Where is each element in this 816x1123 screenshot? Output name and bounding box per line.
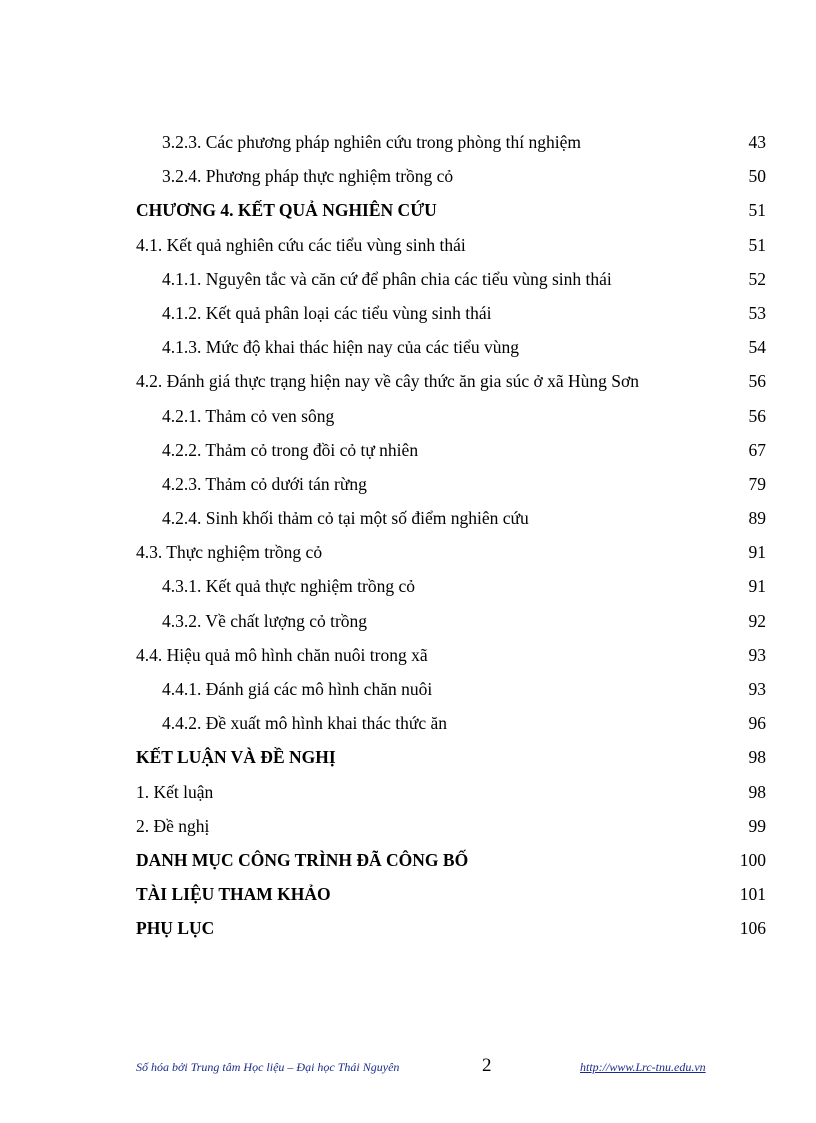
toc-entry-label: 2. Đề nghị <box>136 815 210 836</box>
toc-entry-4-2-3[interactable] <box>0 467 816 501</box>
toc-entry-label: 4.1.1. Nguyên tắc và căn cứ để phân chia các tiểu vùng sinh thái <box>162 268 612 289</box>
toc-entry-3-2-4[interactable] <box>0 159 816 193</box>
toc-entry-chapter-4[interactable] <box>0 193 816 227</box>
toc-entry-page: 56 <box>748 371 766 392</box>
toc-entry-page: 106 <box>739 918 766 939</box>
toc-entry-4-2[interactable] <box>0 364 816 398</box>
toc-entry-page: 96 <box>748 713 766 734</box>
toc-entry-label: PHỤ LỤC <box>136 918 215 939</box>
toc-entry-page: 93 <box>748 644 766 665</box>
table-of-contents <box>0 125 816 946</box>
toc-entry-label: 4.3. Thực nghiệm trồng cỏ <box>136 542 323 563</box>
toc-entry-page: 67 <box>748 439 766 460</box>
toc-entry-page: 101 <box>739 884 766 905</box>
toc-entry-4-2-1[interactable] <box>0 399 816 433</box>
toc-entry-publications[interactable] <box>0 843 816 877</box>
toc-entry-page: 89 <box>748 508 766 529</box>
toc-entry-page: 92 <box>748 610 766 631</box>
toc-entry-4-1-2[interactable] <box>0 296 816 330</box>
toc-entry-4-3-2[interactable] <box>0 604 816 638</box>
toc-entry-page: 93 <box>748 679 766 699</box>
toc-entry-label: 3.2.4. Phương pháp thực nghiệm trồng cỏ <box>162 166 454 187</box>
toc-entry-label: 4.2.2. Thảm cỏ trong đồi cỏ tự nhiên <box>162 439 419 460</box>
toc-entry-label: 4.4.2. Đề xuất mô hình khai thác thức ăn <box>162 713 448 734</box>
toc-entry-page: 91 <box>748 542 766 563</box>
toc-entry-page: 91 <box>748 576 766 597</box>
toc-entry-label: 4.4. Hiệu quả mô hình chăn nuôi trong xã <box>136 644 428 665</box>
toc-entry-page: 79 <box>748 473 766 494</box>
toc-entry-page: 54 <box>748 337 766 358</box>
toc-entry-4-3[interactable] <box>0 535 816 569</box>
toc-entry-3-2-3[interactable] <box>0 125 816 159</box>
toc-entry-4-1-1[interactable] <box>0 262 816 296</box>
toc-entry-conclusion-2[interactable] <box>0 809 816 843</box>
toc-entry-label: 4.1.3. Mức độ khai thác hiện nay của các tiểu vùng <box>162 337 519 358</box>
toc-entry-label: TÀI LIỆU THAM KHẢO <box>136 884 331 905</box>
toc-entry-label: 4.2.4. Sinh khối thảm cỏ tại một số điểm nghiên cứu <box>162 508 529 529</box>
toc-entry-label: DANH MỤC CÔNG TRÌNH ĐÃ CÔNG BỐ <box>136 849 469 870</box>
toc-entry-4-3-1[interactable] <box>0 569 816 603</box>
toc-entry-references[interactable] <box>0 877 816 911</box>
toc-entry-page: 99 <box>748 815 766 836</box>
toc-entry-conclusion[interactable] <box>0 740 816 774</box>
toc-entry-label: CHƯƠNG 4. KẾT QUẢ NGHIÊN CỨU <box>136 200 437 221</box>
toc-entry-page: 98 <box>748 781 766 802</box>
toc-entry-label: 1. Kết luận <box>136 781 214 802</box>
footer-credit: Số hóa bởi Trung tâm Học liệu – Đại học Thái Nguyên <box>136 1060 400 1074</box>
toc-entry-4-1-3[interactable] <box>0 330 816 364</box>
toc-entry-4-4[interactable] <box>0 638 816 672</box>
toc-entry-page: 51 <box>748 234 766 255</box>
toc-entry-page: 52 <box>748 268 766 289</box>
toc-entry-label: 4.4.1. Đánh giá các mô hình chăn nuôi <box>162 679 433 699</box>
toc-entry-4-4-1[interactable] <box>0 672 816 706</box>
toc-entry-label: 4.3.1. Kết quả thực nghiệm trồng cỏ <box>162 576 415 597</box>
page-footer <box>0 1055 816 1079</box>
toc-entry-conclusion-1[interactable] <box>0 775 816 809</box>
toc-entry-label: 4.2.3. Thảm cỏ dưới tán rừng <box>162 473 367 494</box>
toc-entry-4-2-4[interactable] <box>0 501 816 535</box>
toc-entry-4-2-2[interactable] <box>0 433 816 467</box>
toc-entry-page: 50 <box>748 166 766 187</box>
toc-entry-label: 3.2.3. Các phương pháp nghiên cứu trong phòng thí nghiệm <box>162 132 582 152</box>
toc-entry-page: 53 <box>748 302 766 323</box>
toc-entry-page: 43 <box>748 132 766 152</box>
toc-entry-4-4-2[interactable] <box>0 706 816 740</box>
toc-entry-page: 51 <box>748 200 766 221</box>
toc-entry-label: 4.1.2. Kết quả phân loại các tiểu vùng sinh thái <box>162 302 492 323</box>
toc-entry-label: 4.1. Kết quả nghiên cứu các tiểu vùng sinh thái <box>136 234 466 255</box>
toc-entry-page: 98 <box>748 747 766 768</box>
footer-url-link[interactable]: http://www.Lrc-tnu.edu.vn <box>580 1060 706 1074</box>
toc-entry-label: KẾT LUẬN VÀ ĐỀ NGHỊ <box>136 747 336 768</box>
toc-entry-label: 4.3.2. Về chất lượng cỏ trồng <box>162 610 368 631</box>
toc-entry-page: 100 <box>739 849 766 870</box>
toc-entry-4-1[interactable] <box>0 228 816 262</box>
toc-entry-appendix[interactable] <box>0 911 816 945</box>
toc-entry-label: 4.2.1. Thảm cỏ ven sông <box>162 405 335 426</box>
toc-entry-label: 4.2. Đánh giá thực trạng hiện nay về cây thức ăn gia súc ở xã Hùng Sơn <box>136 371 640 392</box>
page-number: 2 <box>482 1055 492 1076</box>
toc-entry-page: 56 <box>748 405 766 426</box>
